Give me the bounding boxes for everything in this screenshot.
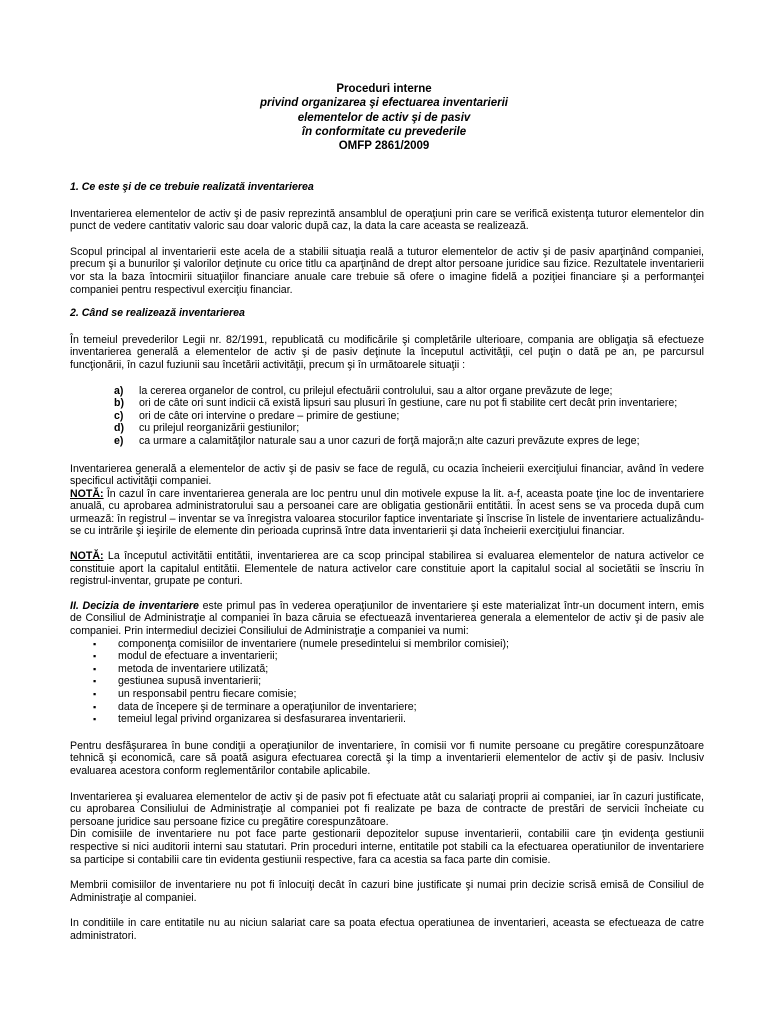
bullet-text: metoda de inventariere utilizată; (118, 662, 269, 675)
situation-item-c (70, 410, 704, 423)
section-1-heading-text: 1. Ce este şi de ce trebuie realizată inventarierea (70, 181, 314, 193)
section-3-paragraph-5: In conditiile in care entitatile nu au niciun salariat care sa poata efectua operatiunea de inventarieri, aceasta se efectueaza de catre administratori. (70, 917, 704, 942)
bullet-glyph: ▪ (93, 714, 97, 725)
document-title (0, 82, 768, 153)
section-3-intro (70, 600, 704, 638)
bullet-glyph: ▪ (93, 701, 97, 712)
decision-bullet-item (70, 638, 704, 651)
section-3-paragraph-3: Din comisiile de inventariere nu pot face parte gestionarii depozitelor supuse inventarierii, contabilii care ţin evidenţa gestiunii respective si nici auditorii interni sau statutari. Prin proceduri interne, entitatile pot stabili ca la efectuarea operatiunilor de inventariere sa participe si contabilii care tin evidenta gestiunii respective, fara ca acestia sa faca parte din comisie. (70, 828, 704, 866)
decision-bullet-list (70, 638, 704, 726)
section-3-intro-text: este primul pas în vederea operaţiunilor de inventariere şi este materializat într-un document intern, emis de Consiliul de Administraţie al companiei în baza căruia se efectuează inventarierea generala a elementelor de activ şi de pasiv ale companiei. Prin intermediul deciziei Consiliului de Administraţie a companiei va numi: (70, 599, 704, 638)
note-label: NOTĂ: (70, 487, 104, 500)
situation-text: ori de câte ori intervine o predare – primire de gestiune; (139, 409, 400, 422)
note-label: NOTĂ: (70, 550, 104, 563)
situation-item-e (70, 435, 704, 448)
section-2-intro: În temeiul prevederilor Legii nr. 82/1991, republicată cu modificările şi completările ulterioare, compania are obligaţia să efectueze inventarierea generală a elementelor de activ şi de pasiv deţinute la începutul activităţii, cel puţin o dată pe an, pe parcursul funcţionării, în cazul fuziunii sau încetării activităţii, precum şi în următoarele situaţii : (70, 333, 704, 371)
situation-letter: d) (114, 422, 124, 435)
bullet-glyph: ▪ (93, 638, 97, 649)
situation-letter: a) (114, 384, 124, 397)
bullet-text: modul de efectuare a inventarierii; (118, 650, 278, 663)
section-3-paragraph-2: Inventarierea şi evaluarea elementelor de activ şi de pasiv pot fi efectuate atât cu salariaţi proprii ai companiei, iar în cazuri justificate, cu aprobarea Consiliului de Administraţie al companiei pot fi realizate pe baza de contracte de prestări de servicii încheiate cu persoane juridice sau persoane fizice cu pregătire corespunzătoare. (70, 790, 704, 828)
title-line-4: în conformitate cu prevederile (301, 125, 467, 138)
bullet-text: temeiul legal privind organizarea si desfasurarea inventarierii. (118, 713, 406, 726)
section-1-heading (70, 181, 704, 194)
title-line-5: OMFP 2861/2009 (338, 140, 430, 153)
bullet-glyph: ▪ (93, 689, 97, 699)
decision-bullet-item (70, 713, 704, 726)
decision-bullet-item (70, 663, 704, 676)
decision-bullet-item (70, 650, 704, 663)
bullet-text: componenţa comisiilor de inventariere (numele presedintelui si membrilor comisiei); (118, 637, 509, 650)
situation-letter: e) (114, 434, 124, 447)
note-text: În cazul în care inventarierea generala are loc pentru unul din motivele expuse la lit. a-f, aceasta poate ţine loc de inventariere anuală, cu aprobarea administratorului sau a persoanei care are obligatia gestionării entitătii. În acest sens se va proceda după cum urmează: în registrul – inventar se va înregistra valoarea stocurilor faptice inventariate şi înscrise în listele de inventariere actualizându-se cu intrările şi ieşirile de elemente din perioada cuprinsă între data inventarierii şi data încheierii exerciţiului financiar. (70, 487, 704, 538)
situation-item-d (70, 422, 704, 435)
situation-text: cu prilejul reorganizării gestiunilor; (139, 422, 300, 435)
note-paragraph-1 (70, 488, 704, 538)
title-line-3: elementelor de activ şi de pasiv (297, 111, 471, 124)
section-1-paragraph-2: Scopul principal al inventarierii este acela de a stabilii situaţia reală a tuturor elementelor de activ şi de pasiv aparţinând companiei, precum şi a bunurilor şi valorilor deţinute cu orice titlu ca aparţinând de drept altor persoane juridice sau fizice. Rezultatele inventarierii vor sta la baza întocmirii situaţiilor financiare anuale care trebuie să ofere o imagine fidelă a poziţiei financiare şi a performanţei companiei pentru respectivul exerciţiu financiar. (70, 245, 704, 296)
bullet-glyph: ▪ (93, 651, 97, 662)
document-body (70, 181, 704, 943)
bullet-text: gestiunea supusă inventarierii; (118, 675, 262, 688)
bullet-glyph: ▪ (93, 676, 97, 687)
situation-letter: c) (114, 409, 124, 422)
decision-bullet-item (70, 688, 704, 701)
section-1-paragraph-1: Inventarierea elementelor de activ şi de pasiv reprezintă ansamblul de operaţiuni prin care se verifică existenţa tuturor elementelor din punct de vedere cantitativ valoric sau doar valoric după caz, la data la care aceasta se realizează. (70, 207, 704, 233)
decision-bullet-item (70, 675, 704, 688)
bullet-text: data de începere şi de terminare a operaţiunilor de inventariere; (118, 700, 417, 713)
bullet-text: un responsabil pentru fiecare comisie; (118, 688, 297, 700)
decision-bullet-item (70, 701, 704, 714)
note-text: La începutul activitătii entitătii, inventarierea are ca scop principal stabilirea si evaluarea elementelor de natura activelor ce constituie aport la capitalul entitătii. Elementele de natura activelor care constituie aport la capitalul social al societătii se înscriu în registrul-inventar, grupate pe conturi. (70, 550, 704, 588)
situations-list (70, 385, 704, 448)
bullet-glyph: ▪ (93, 663, 97, 674)
note-paragraph-2 (70, 550, 704, 588)
section-3-heading: II. Decizia de inventariere (70, 599, 199, 612)
general-inventory-paragraph: Inventarierea generală a elementelor de activ şi de pasiv se face de regulă, cu ocazia încheierii exerciţiului financiar, având în vedere specificul activităţii companiei. (70, 462, 704, 488)
section-2-heading: 2. Când se realizează inventarierea (70, 307, 245, 320)
situation-text: la cererea organelor de control, cu prilejul efectuării controlului, sau a altor organe prevăzute de lege; (139, 384, 613, 397)
situation-item-a (70, 385, 704, 398)
situation-letter: b) (114, 397, 124, 410)
title-line-1: Proceduri interne (336, 83, 432, 95)
section-3-paragraph-1: Pentru desfăşurarea în bune condiţii a operaţiunilor de inventariere, în comisii vor fi numite persoane cu pregătire corespunzătoare tehnică şi economică, care să poată asigura efectuarea corectă şi la timp a inventarierii elementelor de activ şi de pasiv. Inclusiv evaluarea acestora conform reglementărilor contabile aplicabile. (70, 739, 704, 777)
section-3-paragraph-4: Membrii comisiilor de inventariere nu pot fi înlocuiţi decât în cazuri bine justificate şi numai prin decizie scrisă emisă de Consiliul de Administraţie al companiei. (70, 879, 704, 904)
situation-text: ca urmare a calamităţilor naturale sau a unor cazuri de forţă majoră;n alte cazuri prevăzute expres de lege; (139, 434, 640, 447)
situation-text: ori de câte ori sunt indicii că există lipsuri sau plusuri în gestiune, care nu pot fi stabilite cert decât prin inventariere; (139, 397, 678, 410)
title-line-2: privind organizarea şi efectuarea inventarierii (260, 97, 508, 110)
situation-item-b (70, 397, 704, 410)
